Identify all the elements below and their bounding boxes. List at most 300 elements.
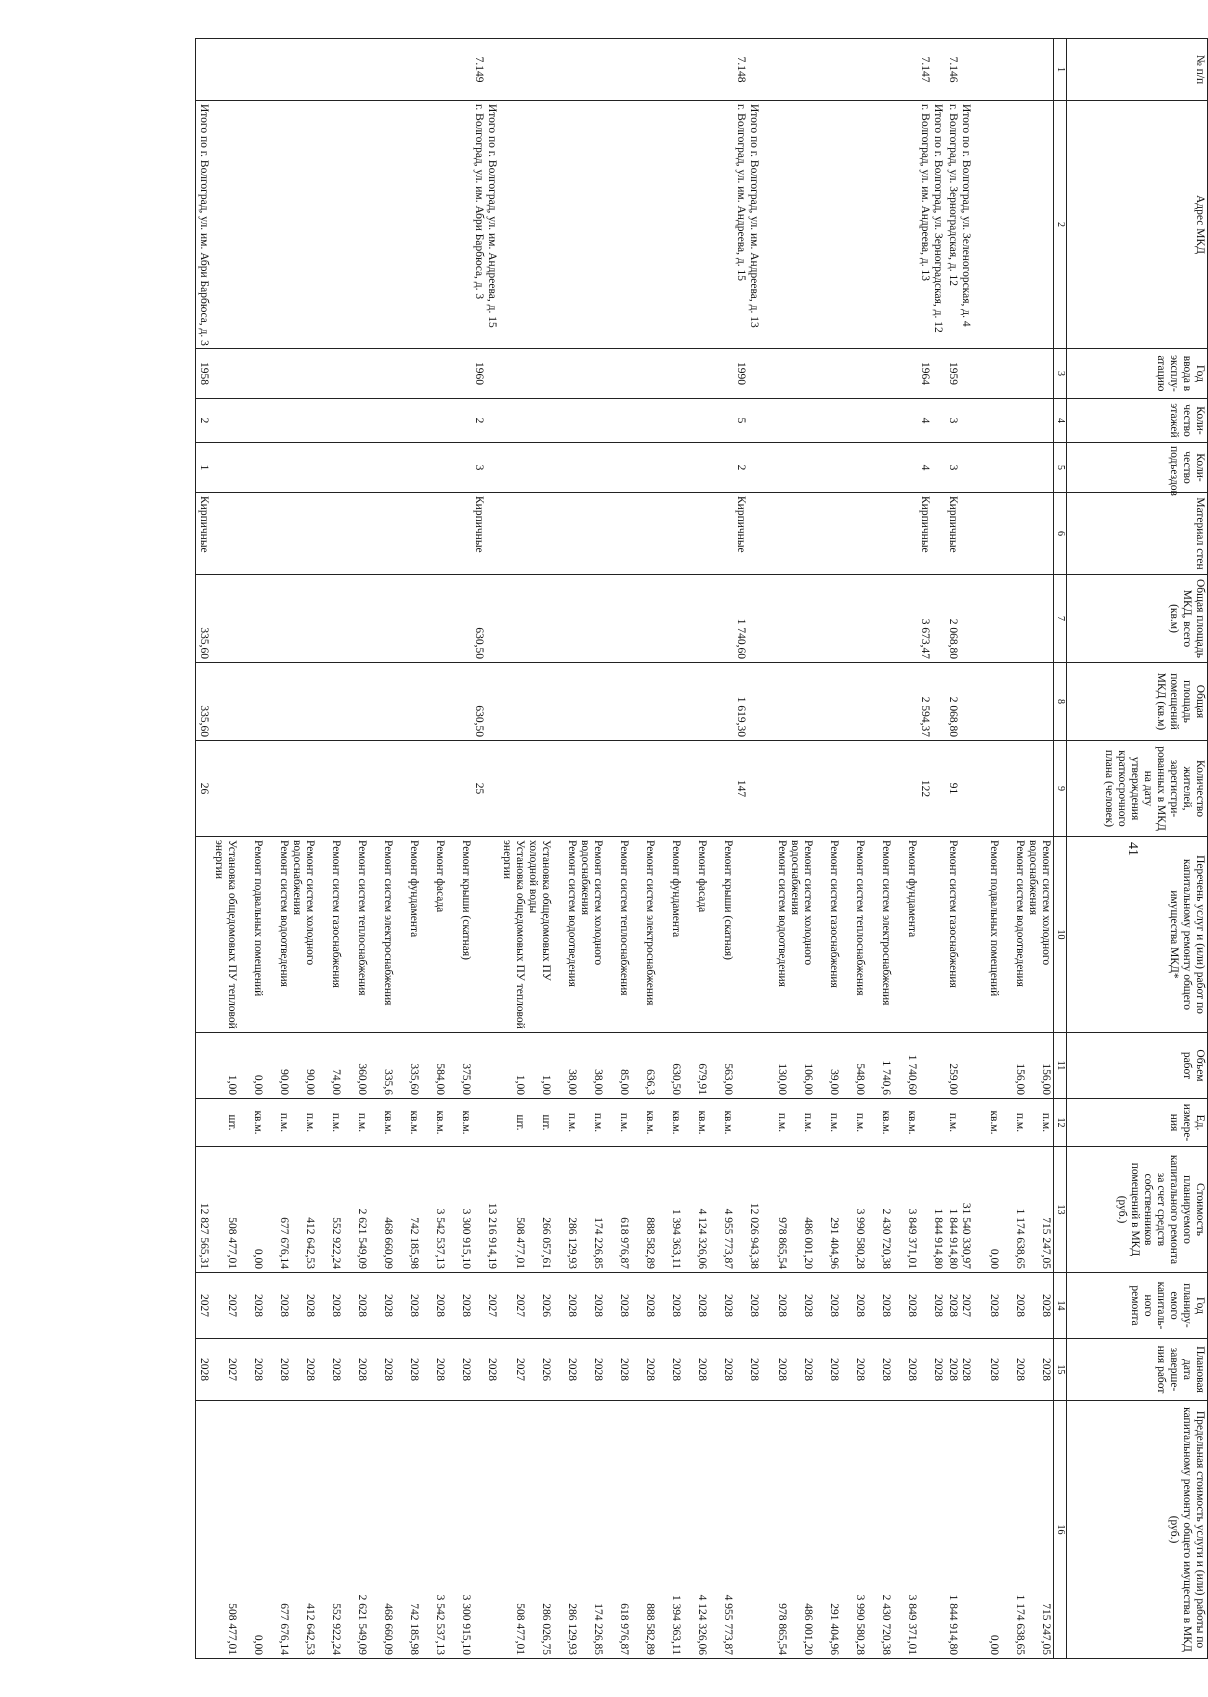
work-volume xyxy=(959,1036,972,1095)
total-cost: 12 827 565,31 xyxy=(198,1202,210,1269)
total-year: 2027 xyxy=(198,1294,210,1317)
area-total: 3 673,47 xyxy=(919,618,931,659)
row-number: 7.148 xyxy=(735,56,747,83)
work-name: Ремонт систем электроснабжения xyxy=(382,840,394,1006)
residents xyxy=(485,744,498,833)
work-name: Ремонт крыши (скатная) xyxy=(460,840,472,960)
material xyxy=(931,496,944,571)
work-year-cell xyxy=(211,1273,499,1339)
work-limit xyxy=(918,1404,944,1655)
material: Кирпичные xyxy=(198,496,210,553)
work-unit: кв.м. xyxy=(670,1110,682,1135)
work-end: 2028 xyxy=(828,1358,840,1381)
work-year: 2027 xyxy=(514,1294,526,1317)
work-volume-cell xyxy=(761,1033,945,1099)
work-cost: 2 621 549,09 xyxy=(356,1208,368,1269)
work-end: 2028 xyxy=(696,1358,708,1381)
work-volume: 74,00 xyxy=(330,1069,342,1095)
residents-cell xyxy=(196,741,212,837)
work-volume: 90,00 xyxy=(278,1069,290,1095)
work-limit: 0,00 xyxy=(988,1634,1000,1655)
work-limit: 742 185,98 xyxy=(408,1603,420,1655)
work-cost: 1 844 914,80 xyxy=(932,1208,944,1269)
work-unit-cell xyxy=(945,1099,973,1147)
work-year: 2028 xyxy=(932,1294,944,1317)
year-built xyxy=(959,352,972,395)
work-volume-cell xyxy=(211,1033,499,1099)
entrances xyxy=(485,446,498,489)
work-limit: 4 955 773,87 xyxy=(722,1594,734,1655)
work-cost-cell xyxy=(211,1147,499,1273)
table-row xyxy=(499,39,761,1659)
floors: 5 xyxy=(735,417,747,424)
work-unit: кв.м. xyxy=(722,1110,734,1135)
work-unit: п.м. xyxy=(776,1112,788,1133)
work-name: Ремонт систем теплоснабжения xyxy=(618,840,630,996)
work-name-cell xyxy=(211,837,499,1033)
work-year: 2028 xyxy=(566,1294,578,1317)
work-year: 2028 xyxy=(252,1294,264,1317)
work-unit: кв.м. xyxy=(434,1110,446,1135)
work-limit: 552 922,24 xyxy=(330,1603,342,1655)
residents-cell xyxy=(211,741,499,837)
row-number-cell xyxy=(945,39,973,101)
work-cost: 978 865,54 xyxy=(776,1217,788,1269)
work-limit: 3 300 915,10 xyxy=(460,1594,472,1655)
work-volume: 85,00 xyxy=(618,1069,630,1095)
year-built-cell xyxy=(211,349,499,399)
work-limit: 508 477,01 xyxy=(514,1603,526,1655)
column-number: 6 xyxy=(1054,493,1067,575)
floors: 2 xyxy=(473,417,485,424)
work-end: 2028 xyxy=(486,1358,498,1381)
work-name: Ремонт систем теплоснабжения xyxy=(854,840,866,996)
entrances: 2 xyxy=(735,464,747,471)
address-cell xyxy=(761,101,945,349)
work-year: 2028 xyxy=(947,1294,959,1317)
work-volume-cell xyxy=(973,1033,1054,1099)
work-cost: 1 394 363,11 xyxy=(670,1209,682,1269)
work-end-cell xyxy=(761,1339,945,1401)
work-cost: 3 542 537,13 xyxy=(434,1208,446,1269)
area-total xyxy=(959,578,972,659)
floors-cell xyxy=(196,399,212,443)
work-unit xyxy=(918,1102,944,1143)
work-end: 2028 xyxy=(1014,1358,1026,1381)
column-number: 16 xyxy=(1054,1401,1067,1659)
work-volume-cell xyxy=(499,1033,761,1099)
work-limit: 174 226,85 xyxy=(592,1603,604,1655)
work-limit: 468 660,09 xyxy=(382,1603,394,1655)
work-limit: 286 026,75 xyxy=(540,1603,552,1655)
work-unit-cell xyxy=(761,1099,945,1147)
work-end: 2028 xyxy=(460,1358,472,1381)
work-name: Ремонт подвальных помещений xyxy=(988,840,1000,997)
material: Кирпичные xyxy=(919,496,931,553)
work-end: 2028 xyxy=(854,1358,866,1381)
empty-cell xyxy=(973,493,1054,575)
work-end: 2028 xyxy=(618,1358,630,1381)
work-limit: 1 174 638,65 xyxy=(1014,1594,1026,1655)
work-limit: 888 582,89 xyxy=(644,1603,656,1655)
column-header: Материал стен xyxy=(1067,493,1208,575)
address: г. Волгоград, ул. Зерноградская, д. 12 xyxy=(947,104,959,286)
work-end-cell xyxy=(499,1339,761,1401)
address-cell xyxy=(211,101,499,349)
work-limit: 2 430 720,38 xyxy=(880,1594,892,1655)
empty-cell xyxy=(973,349,1054,399)
work-cost: 1 174 638,65 xyxy=(1014,1208,1026,1269)
residents xyxy=(931,744,944,833)
work-limit-cell xyxy=(945,1401,973,1659)
work-unit-cell xyxy=(499,1099,761,1147)
area-rooms: 2 594,37 xyxy=(919,696,931,737)
column-header: Количество жителей, зарегистри-рованных в МКД на дату утверждения краткосрочного плана (человек) xyxy=(1067,741,1208,837)
address: Итого по г. Волгоград, ул. им. Абри Барбюса, д. 3 xyxy=(198,104,210,346)
work-volume: 106,00 xyxy=(802,1063,814,1095)
work-limit: 978 865,54 xyxy=(776,1603,788,1655)
work-end: 2028 xyxy=(382,1358,394,1381)
work-cost: 4 955 773,87 xyxy=(722,1208,734,1269)
work-limit xyxy=(959,1404,972,1655)
residents: 147 xyxy=(735,779,747,798)
table-body xyxy=(196,39,1054,1659)
empty-cell xyxy=(196,1033,212,1099)
work-limit-cell xyxy=(761,1401,945,1659)
work-volume: 563,00 xyxy=(722,1063,734,1095)
work-volume: 1,00 xyxy=(514,1074,526,1095)
work-end: 2028 xyxy=(906,1358,918,1381)
empty-cell xyxy=(973,741,1054,837)
work-name-cell xyxy=(761,837,945,1033)
year-built: 1960 xyxy=(473,362,485,385)
area-total-cell xyxy=(761,575,945,663)
work-cost: 888 582,89 xyxy=(644,1217,656,1269)
floors-cell xyxy=(945,399,973,443)
work-name: Ремонт систем газоснабжения xyxy=(828,840,840,988)
work-volume: 39,00 xyxy=(828,1069,840,1095)
work-cost: 552 922,24 xyxy=(330,1217,342,1269)
row-number: 7.147 xyxy=(919,56,931,83)
empty-cell xyxy=(973,101,1054,349)
address-cell xyxy=(499,101,761,349)
work-name: Ремонт систем холодного водоснабжения xyxy=(291,840,316,966)
column-number: 15 xyxy=(1054,1339,1067,1401)
work-year: 2028 xyxy=(696,1294,708,1317)
column-number: 4 xyxy=(1054,399,1067,443)
work-cost: 12 026 943,38 xyxy=(748,1202,760,1269)
work-end: 2028 xyxy=(880,1358,892,1381)
work-volume: 156,00 xyxy=(1040,1063,1052,1095)
work-limit-cell xyxy=(211,1401,499,1659)
work-cost: 486 001,20 xyxy=(802,1217,814,1269)
work-end: 2028 xyxy=(722,1358,734,1381)
work-limit: 486 001,20 xyxy=(802,1603,814,1655)
material xyxy=(747,496,760,571)
area-rooms-cell xyxy=(945,663,973,741)
work-year: 2028 xyxy=(408,1294,420,1317)
column-header: Адрес МКД xyxy=(1067,101,1208,349)
work-volume: 335,6 xyxy=(382,1069,394,1095)
residents: 26 xyxy=(198,782,210,795)
work-limit: 677 676,14 xyxy=(278,1603,290,1655)
work-end: 2028 xyxy=(670,1358,682,1381)
work-end: 2028 xyxy=(408,1358,420,1381)
entrances: 3 xyxy=(947,464,959,471)
work-unit: п.м. xyxy=(1040,1112,1052,1133)
work-name: Ремонт систем электроснабжения xyxy=(880,840,892,1006)
year-built-cell xyxy=(196,349,212,399)
address: Итого по г. Волгоград, ул. Зеленогорская, д. 4 xyxy=(960,104,972,327)
work-name-cell xyxy=(499,837,761,1033)
empty-cell xyxy=(973,663,1054,741)
work-end: 2027 xyxy=(514,1358,526,1381)
work-year: 2027 xyxy=(226,1294,238,1317)
area-total: 2 068,80 xyxy=(947,618,959,659)
work-unit: кв.м. xyxy=(644,1110,656,1135)
work-end: 2028 xyxy=(278,1358,290,1381)
work-end: 2028 xyxy=(566,1358,578,1381)
work-unit xyxy=(472,1102,498,1143)
residents-cell xyxy=(761,741,945,837)
work-name-cell xyxy=(973,837,1054,1033)
work-unit: п.м. xyxy=(278,1112,290,1133)
work-end: 2028 xyxy=(802,1358,814,1381)
work-volume: 1,00 xyxy=(226,1074,238,1095)
work-volume: 1 740,6 xyxy=(880,1060,892,1095)
work-name xyxy=(734,840,760,1029)
work-cost-cell xyxy=(499,1147,761,1273)
year-built xyxy=(931,352,944,395)
entrances-cell xyxy=(761,443,945,493)
area-total: 1 740,60 xyxy=(735,618,747,659)
work-limit: 3 849 371,01 xyxy=(906,1594,918,1655)
entrances-cell xyxy=(499,443,761,493)
year-built: 1959 xyxy=(947,362,959,385)
work-year: 2028 xyxy=(278,1294,290,1317)
work-end: 2028 xyxy=(252,1358,264,1381)
work-limit: 618 976,87 xyxy=(618,1603,630,1655)
residents: 122 xyxy=(919,779,931,798)
work-year: 2028 xyxy=(460,1294,472,1317)
work-name: Ремонт систем водоотведения xyxy=(1014,840,1026,987)
floors: 2 xyxy=(198,417,210,424)
work-unit: кв.м. xyxy=(906,1110,918,1135)
floors xyxy=(931,402,944,439)
work-year: 2028 xyxy=(618,1294,630,1317)
work-volume: 156,00 xyxy=(1014,1063,1026,1095)
area-rooms xyxy=(931,666,944,737)
row-number: 7.149 xyxy=(473,56,485,83)
row-number: 7.146 xyxy=(947,56,959,83)
work-year: 2028 xyxy=(854,1294,866,1317)
work-year: 2028 xyxy=(880,1294,892,1317)
work-volume: 38,00 xyxy=(566,1069,578,1095)
table-row xyxy=(945,39,973,1659)
work-cost: 291 404,96 xyxy=(828,1217,840,1269)
material xyxy=(485,496,498,571)
column-header: Ед. измере-ния xyxy=(1067,1099,1208,1147)
work-name: Ремонт фасада xyxy=(434,840,446,913)
area-total-cell xyxy=(211,575,499,663)
column-header: Перечень услуг и (или) работ по капитальному ремонту общего имущества МКД* xyxy=(1067,837,1208,1033)
work-name: Ремонт систем теплоснабжения xyxy=(356,840,368,996)
table-row xyxy=(211,39,499,1659)
work-year: 2028 xyxy=(330,1294,342,1317)
work-year: 2028 xyxy=(382,1294,394,1317)
empty-cell xyxy=(973,39,1054,101)
work-name: Установка общедомовых ПУ тепловой энергии xyxy=(213,840,238,1029)
row-number xyxy=(931,42,944,97)
floors xyxy=(959,402,972,439)
year-built-cell xyxy=(761,349,945,399)
column-header: Коли-чество подъездов xyxy=(1067,443,1208,493)
work-volume: 679,91 xyxy=(696,1063,708,1095)
work-unit xyxy=(734,1102,760,1143)
column-header: № п/п xyxy=(1067,39,1208,101)
column-number: 14 xyxy=(1054,1273,1067,1339)
work-unit: п.м. xyxy=(1014,1112,1026,1133)
work-limit xyxy=(734,1404,760,1655)
column-number: 7 xyxy=(1054,575,1067,663)
work-limit: 715 247,05 xyxy=(1040,1603,1052,1655)
table-row xyxy=(196,39,212,1659)
work-end: 2026 xyxy=(540,1358,552,1381)
floors xyxy=(485,402,498,439)
material-cell xyxy=(211,493,499,575)
empty-cell xyxy=(973,443,1054,493)
work-name: Ремонт фундамента xyxy=(906,840,918,938)
work-unit xyxy=(959,1102,972,1143)
rotated-table-container xyxy=(168,38,1208,1658)
work-unit: п.м. xyxy=(304,1112,316,1133)
table-header xyxy=(1054,39,1208,1659)
work-unit: п.м. xyxy=(854,1112,866,1133)
area-rooms xyxy=(959,666,972,737)
work-end: 2028 xyxy=(304,1358,316,1381)
area-rooms xyxy=(747,666,760,737)
work-name: Ремонт фасада xyxy=(696,840,708,913)
work-end: 2028 xyxy=(434,1358,446,1381)
area-total xyxy=(931,578,944,659)
column-header: Коли-чество этажей xyxy=(1067,399,1208,443)
work-end-cell xyxy=(945,1339,973,1401)
work-name xyxy=(918,840,944,1029)
row-number xyxy=(747,42,760,97)
entrances-cell xyxy=(211,443,499,493)
work-volume xyxy=(734,1036,760,1095)
work-unit-cell xyxy=(211,1099,499,1147)
work-year: 2027 xyxy=(960,1294,972,1317)
area-rooms-cell xyxy=(211,663,499,741)
residents-cell xyxy=(499,741,761,837)
work-limit: 3 990 580,28 xyxy=(854,1594,866,1655)
floors: 3 xyxy=(947,417,959,424)
area-rooms-cell xyxy=(196,663,212,741)
work-limit: 1 394 363,11 xyxy=(670,1595,682,1655)
work-year: 2028 xyxy=(356,1294,368,1317)
column-number: 11 xyxy=(1054,1033,1067,1099)
empty-cell xyxy=(196,39,212,101)
column-header: Год ввода в эксплу-атацию xyxy=(1067,349,1208,399)
residents: 25 xyxy=(473,782,485,795)
area-total xyxy=(747,578,760,659)
residents xyxy=(959,744,972,833)
area-rooms-cell xyxy=(499,663,761,741)
work-name-cell xyxy=(945,837,973,1033)
work-cost: 0,00 xyxy=(252,1248,264,1269)
work-volume: 259,00 xyxy=(947,1063,959,1095)
area-total-cell xyxy=(499,575,761,663)
work-year: 2028 xyxy=(670,1294,682,1317)
table-row xyxy=(761,39,945,1659)
work-unit: п.м. xyxy=(802,1112,814,1133)
work-cost-cell xyxy=(761,1147,945,1273)
area-rooms-cell xyxy=(761,663,945,741)
work-year: 2028 xyxy=(304,1294,316,1317)
column-number: 3 xyxy=(1054,349,1067,399)
work-volume xyxy=(918,1036,944,1095)
material-cell xyxy=(499,493,761,575)
floors: 4 xyxy=(919,417,931,424)
page-number: 41 xyxy=(1125,842,1140,856)
area-rooms: 335,60 xyxy=(198,705,210,737)
entrances-cell xyxy=(945,443,973,493)
work-end: 2028 xyxy=(330,1358,342,1381)
row-number-cell xyxy=(211,39,499,101)
work-name: Ремонт систем холодного водоснабжения xyxy=(789,840,814,966)
work-cost: 3 849 371,01 xyxy=(906,1208,918,1269)
column-number: 8 xyxy=(1054,663,1067,741)
work-volume: 360,00 xyxy=(356,1063,368,1095)
work-cost: 742 185,98 xyxy=(408,1217,420,1269)
work-cost: 3 990 580,28 xyxy=(854,1208,866,1269)
work-end: 2028 xyxy=(592,1358,604,1381)
empty-cell xyxy=(973,575,1054,663)
work-unit: шт. xyxy=(514,1114,526,1131)
material xyxy=(959,496,972,571)
work-name xyxy=(959,840,972,1029)
work-volume: 130,00 xyxy=(776,1063,788,1095)
column-number: 12 xyxy=(1054,1099,1067,1147)
work-cost: 618 976,87 xyxy=(618,1217,630,1269)
work-unit: п.м. xyxy=(330,1112,342,1133)
column-number: 10 xyxy=(1054,837,1067,1033)
work-end: 2027 xyxy=(226,1358,238,1381)
residents xyxy=(747,744,760,833)
work-unit: кв.м. xyxy=(988,1110,1000,1135)
work-year: 2028 xyxy=(748,1294,760,1317)
work-year: 2027 xyxy=(486,1294,498,1317)
work-limit: 412 642,53 xyxy=(304,1603,316,1655)
year-built xyxy=(747,352,760,395)
work-cost: 266 057,61 xyxy=(540,1217,552,1269)
total-end: 2028 xyxy=(198,1358,210,1381)
work-volume-cell xyxy=(945,1033,973,1099)
material-cell xyxy=(761,493,945,575)
address: Итого по г. Волгоград, ул. им. Андреева, д. 13 xyxy=(748,104,760,328)
column-number: 2 xyxy=(1054,101,1067,349)
entrances: 1 xyxy=(198,464,210,471)
material-cell xyxy=(945,493,973,575)
area-total-cell xyxy=(945,575,973,663)
entrances xyxy=(931,446,944,489)
work-year: 2028 xyxy=(828,1294,840,1317)
work-unit: п.м. xyxy=(566,1112,578,1133)
work-limit: 4 124 326,06 xyxy=(696,1594,708,1655)
column-number: 1 xyxy=(1054,39,1067,101)
work-name: Ремонт подвальных помещений xyxy=(252,840,264,997)
